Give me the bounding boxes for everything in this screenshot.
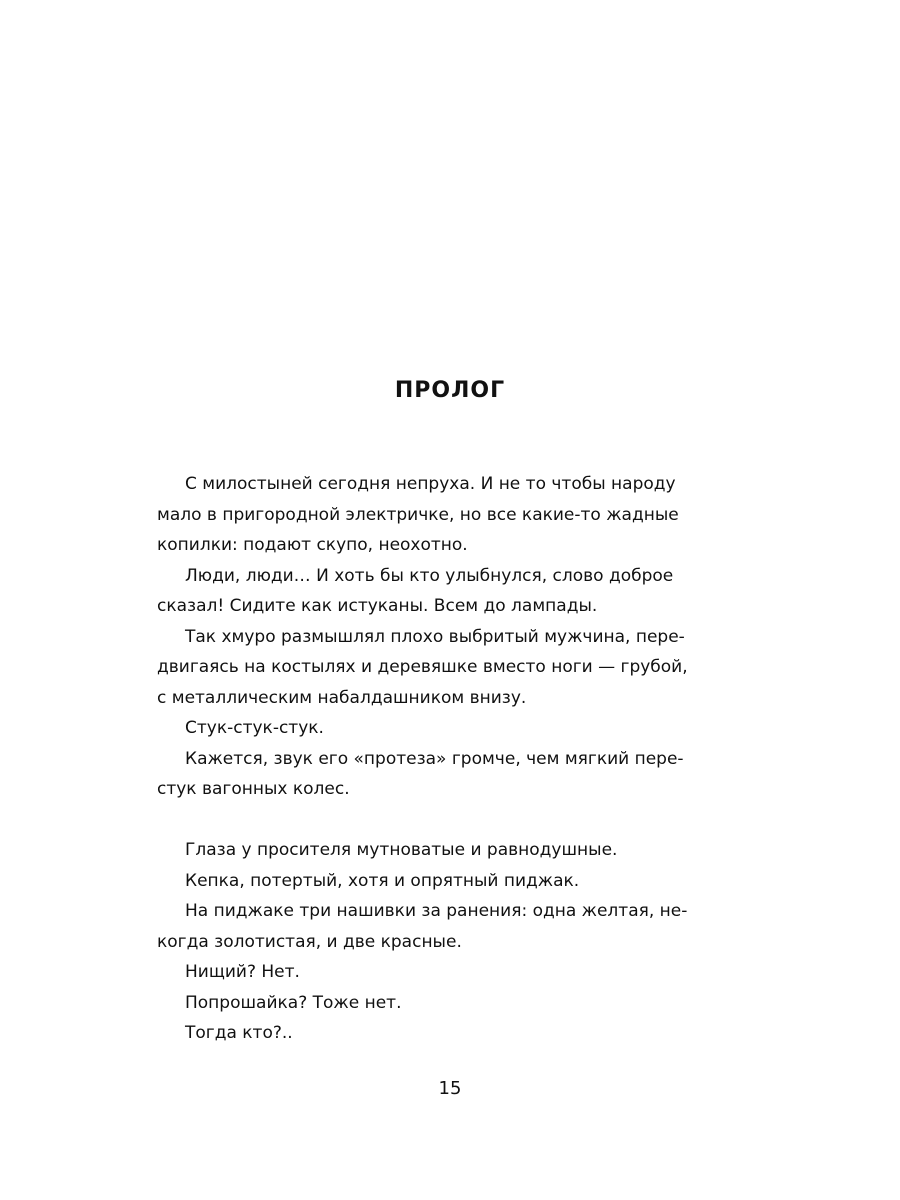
text-line: С милостыней сегодня непруха. И не то чтобы народу (185, 474, 676, 494)
text-line: Попрошайка? Тоже нет. (185, 992, 402, 1013)
text-line: Глаза у просителя мутноватые и равнодушные. (185, 840, 618, 860)
text-line: стук вагонных колес. (157, 779, 350, 799)
text-line: с металлическим набалдашником внизу. (157, 687, 527, 708)
text-line: сказал! Сидите как истуканы. Всем до лампады. (157, 596, 598, 616)
text-line: копилки: подают скупо, неохотно. (157, 535, 468, 555)
page-number: 15 (438, 1078, 462, 1099)
text-line: На пиджаке три нашивки за ранения: одна желтая, не- (185, 901, 688, 921)
section-break (157, 805, 697, 836)
text-line: Тогда кто?.. (185, 1023, 293, 1043)
text-line: когда золотистая, и две красные. (157, 931, 462, 952)
text-line: двигаясь на костылях и деревяшке вместо ноги — грубой, (157, 657, 688, 677)
body-text (157, 469, 697, 1049)
text-line: Стук-стук-стук. (185, 718, 324, 738)
text-line: мало в пригородной электричке, но все какие-то жадные (157, 504, 679, 525)
text-line: Кепка, потертый, хотя и опрятный пиджак. (185, 870, 580, 891)
text-line: Так хмуро размышлял плохо выбритый мужчина, пере- (185, 626, 685, 647)
text-line: Люди, люди… И хоть бы кто улыбнулся, слово доброе (185, 565, 674, 586)
text-line: Нищий? Нет. (185, 962, 300, 982)
chapter-title: ПРОЛОГ (394, 378, 506, 403)
text-line: Кажется, звук его «протеза» громче, чем мягкий пере- (185, 748, 684, 769)
